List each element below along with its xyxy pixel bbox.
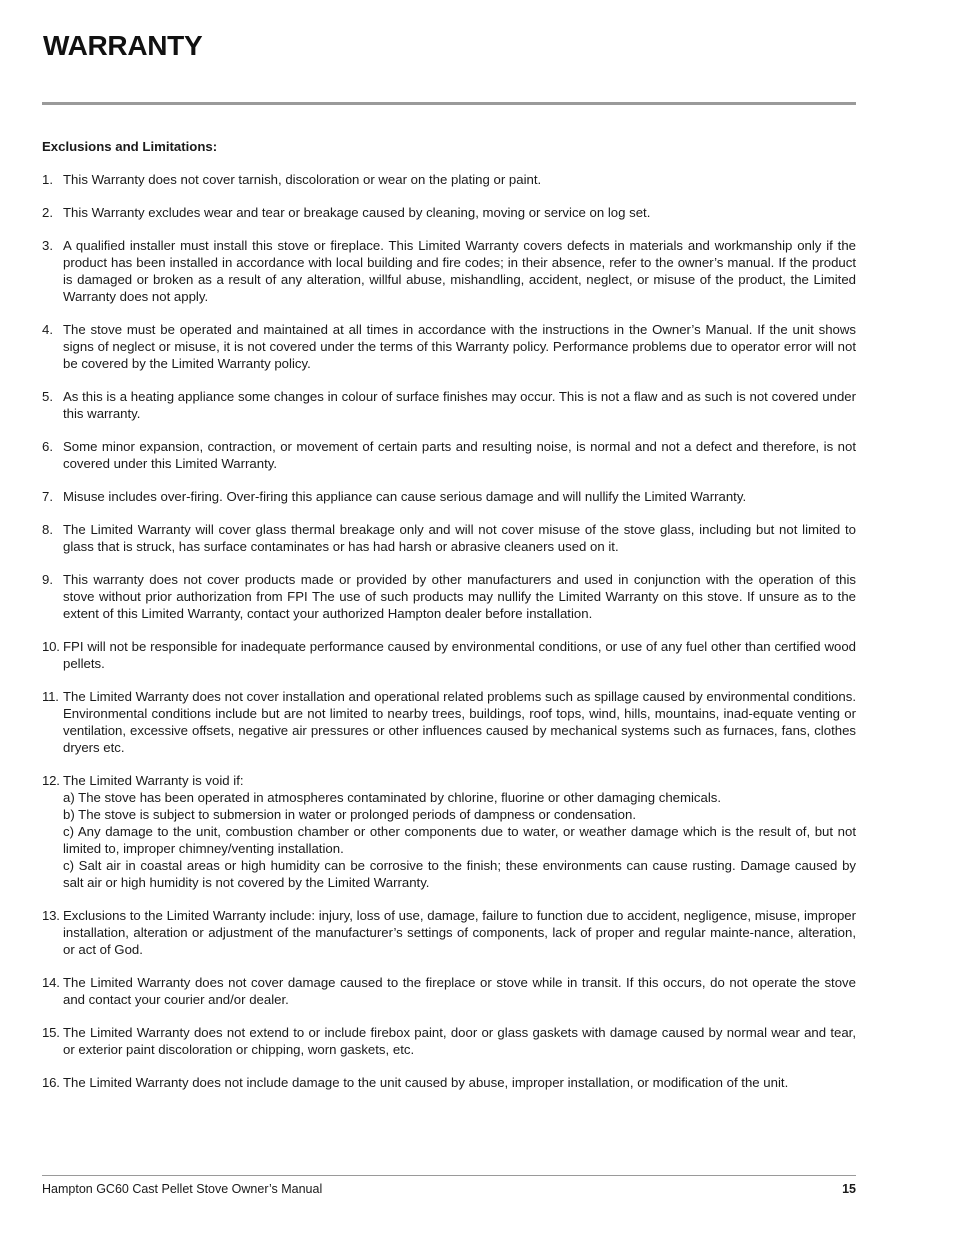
list-item-text: Misuse includes over-firing. Over-firing this appliance can cause serious damage and will nullify the Limited Warranty. [63,489,747,504]
exclusions-list [42,171,856,1091]
list-item-number: 3. [42,238,53,253]
footer-manual-title: Hampton GC60 Cast Pellet Stove Owner’s Manual [42,1182,323,1196]
list-item [42,772,856,891]
list-item-text: The Limited Warranty does not cover damage caused to the fireplace or stove while in transit. If this occurs, do not operate the stove and contact your courier and/or dealer. [63,975,856,1007]
list-item-number: 6. [42,439,53,454]
list-item-number: 7. [42,489,53,504]
list-item-text: The Limited Warranty is void if: [63,773,244,788]
list-item-number: 12. [42,773,60,788]
list-item [42,438,856,472]
list-item-number: 4. [42,322,53,337]
list-item [42,488,856,505]
list-item [42,521,856,555]
warranty-content [42,138,856,1107]
list-item-text: The Limited Warranty does not cover installation and operational related problems such as spillage caused by environmental conditions. Environmental conditions include but are not limited to nearby trees, buildings, roof tops, wind, hills, mountains, inad-equate venting or ventilation, excessive offsets, negative air pressures or other influences caused by mechanical systems such as furnaces, fans, clothes dryers etc. [63,689,856,755]
list-item-text: Some minor expansion, contraction, or movement of certain parts and resulting noise, is normal and not a defect and therefore, is not covered under this Limited Warranty. [63,439,856,471]
list-item-number: 15. [42,1025,60,1040]
footer-divider [42,1175,856,1176]
page-title: WARRANTY [43,30,203,61]
title-divider [42,102,856,105]
list-item [42,974,856,1008]
list-item-text: The Limited Warranty does not include damage to the unit caused by abuse, improper installation, or modification of the unit. [63,1075,789,1090]
list-item-text: This warranty does not cover products made or provided by other manufacturers and used in conjunction with the operation of this stove without prior authorization from FPI The use of such products may nullify the Limited Warranty on this stove. If unsure as to the extent of this Limited Warranty, contact your authorized Hampton dealer before installation. [63,572,856,621]
list-item [42,237,856,305]
list-item-text: The Limited Warranty does not extend to or include firebox paint, door or glass gaskets with damage caused by normal wear and tear, or exterior paint discoloration or chipping, worn gaskets, etc. [63,1025,856,1057]
list-item-number: 13. [42,908,60,923]
list-item-number: 14. [42,975,60,990]
list-item-text: A qualified installer must install this stove or fireplace. This Limited Warranty covers defects in materials and workmanship only if the product has been installed in accordance with local building and fire codes; in their absence, refer to the owner’s manual. If the product is damaged or broken as a result of any alteration, willful abuse, mishandling, accident, neglect, or misuse of the product, the Limited Warranty does not apply. [63,238,856,304]
list-item-text: FPI will not be responsible for inadequate performance caused by environmental conditions, or use of any fuel other than certified wood pellets. [63,639,856,671]
list-subitem: c) Salt air in coastal areas or high humidity can be corrosive to the finish; these environments can cause rusting. Damage caused by salt air or high humidity is not covered by the Limited Warranty. [63,858,856,890]
list-item-text: The stove must be operated and maintained at all times in accordance with the instructions in the Owner’s Manual. If the unit shows signs of neglect or misuse, it is not covered under the terms of this Warranty policy. Performance problems due to operator error will not be covered by the Limited Warranty policy. [63,322,856,371]
list-item-number: 2. [42,205,53,220]
list-item [42,571,856,622]
list-item [42,204,856,221]
list-item-text: Exclusions to the Limited Warranty include: injury, loss of use, damage, failure to function due to accident, negligence, misuse, improper installation, alteration or adjustment of the manufacturer’s settings of components, lack of proper and regular mainte-nance, alteration, or act of God. [63,908,856,957]
list-item-text: This Warranty excludes wear and tear or breakage caused by cleaning, moving or service on log set. [63,205,651,220]
list-item [42,1024,856,1058]
list-item [42,171,856,188]
list-subitem: b) The stove is subject to submersion in water or prolonged periods of dampness or condensation. [63,807,636,822]
list-item-number: 11. [42,689,59,704]
list-item [42,321,856,372]
list-item-text: As this is a heating appliance some changes in colour of surface finishes may occur. This is not a flaw and as such is not covered under this warranty. [63,389,856,421]
list-item [42,907,856,958]
list-item [42,388,856,422]
list-subitem: c) Any damage to the unit, combustion chamber or other components due to water, or weather damage which is the result of, but not limited to, improper chimney/venting installation. [63,824,856,856]
list-item-number: 8. [42,522,53,537]
list-item [42,688,856,756]
list-item-number: 10. [42,639,60,654]
list-item-number: 5. [42,389,53,404]
list-item-number: 9. [42,572,53,587]
list-item-text: This Warranty does not cover tarnish, discoloration or wear on the plating or paint. [63,172,542,187]
list-subitem: a) The stove has been operated in atmospheres contaminated by chlorine, fluorine or other damaging chemicals. [63,790,722,805]
list-item-number: 16. [42,1075,60,1090]
list-item-text: The Limited Warranty will cover glass thermal breakage only and will not cover misuse of the stove glass, including but not limited to glass that is struck, has surface contaminates or has had harsh or abrasive cleaners used on it. [63,522,856,554]
list-item [42,1074,856,1091]
section-heading: Exclusions and Limitations: [42,139,218,154]
list-item-number: 1. [42,172,53,187]
footer-page-number: 15 [842,1182,856,1196]
list-item [42,638,856,672]
